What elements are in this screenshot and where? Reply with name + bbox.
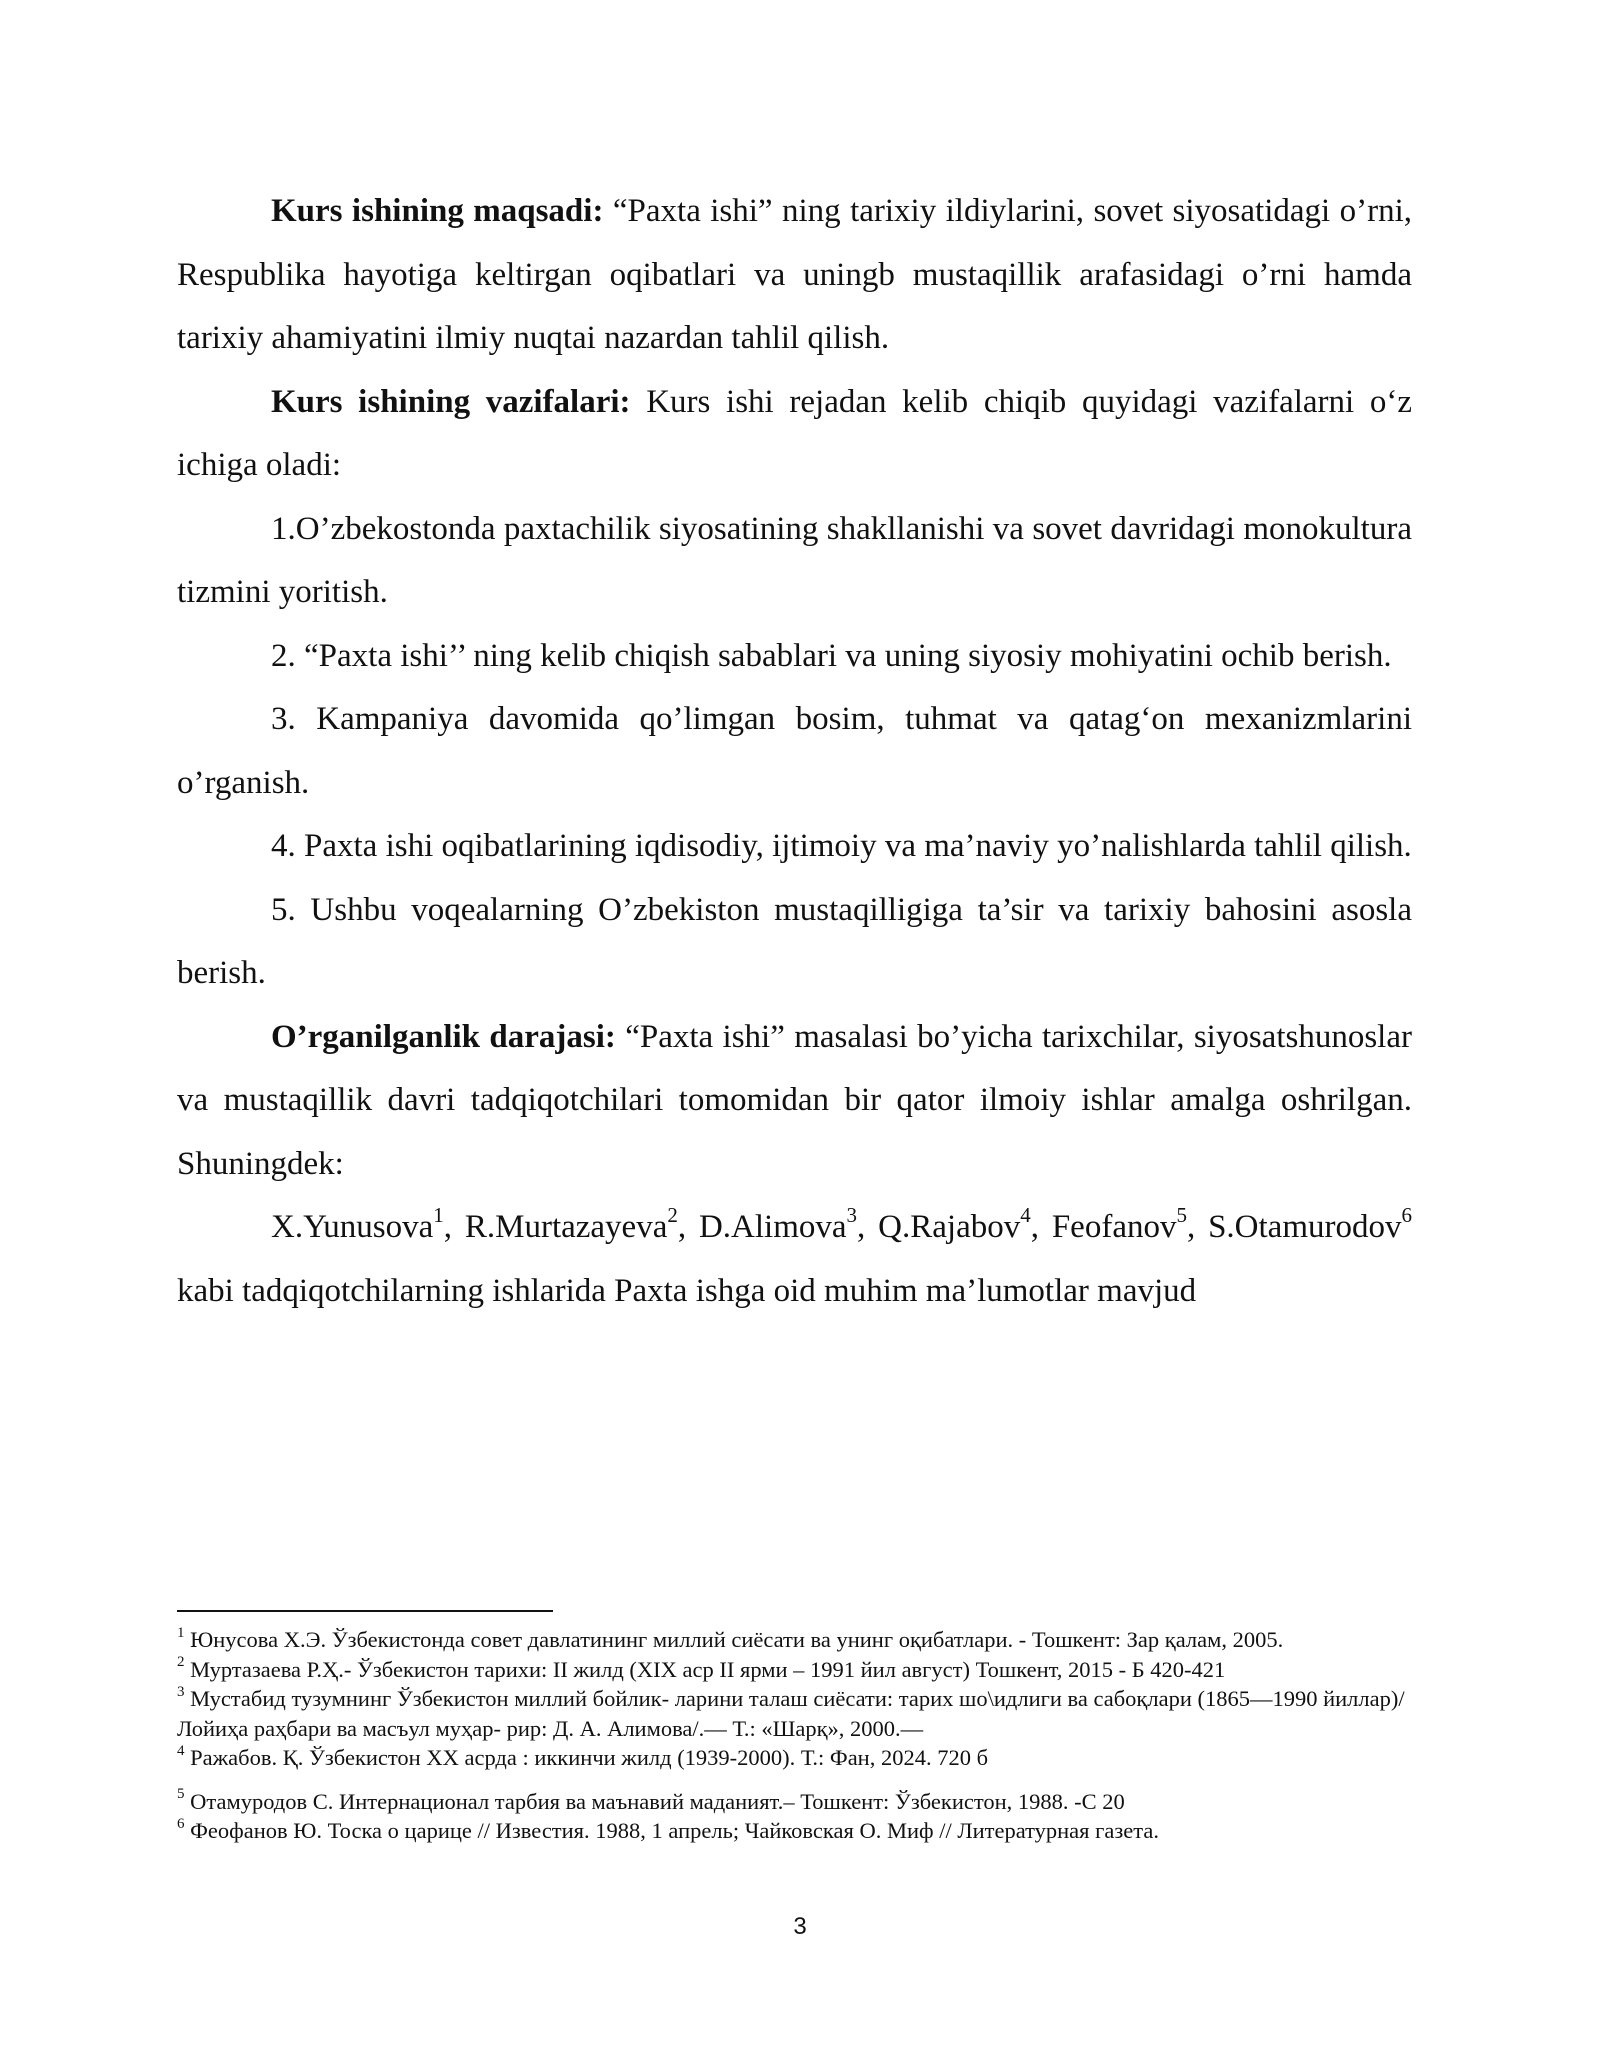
footnote-1 <box>177 1625 1412 1655</box>
footnote-number: 6 <box>177 1815 185 1832</box>
footnote-text: Мустабид тузумнинг Ўзбекистон миллий бойлик- ларини талаш сиёсати: тарих шо\идлиги ва сабоқлари (1865—1990 йиллар)/Лойиҳа раҳбари ва масъул муҳар- рир: Д. А. Алимова/.— Т.: «Шарқ», 2000.— <box>177 1686 1405 1741</box>
footnote-number: 3 <box>177 1683 185 1700</box>
task-item-1: 1.O’zbekostonda paxtachilik siyosatining shakllanishi va sovet davridagi monokultura tizmini yoritish. <box>177 510 1412 610</box>
authors-tail-text: kabi tadqiqotchilarning ishlarida Paxta ishga oid muhim ma’lumotlar mavjud <box>177 1272 1197 1309</box>
task-item-4: 4. Paxta ishi oqibatlarining iqdisodiy, ijtimoiy va ma’naviy yo’nalishlarda tahlil qilish. <box>271 828 1412 864</box>
task-item-3: 3. Kampaniya davomida qo’limgan bosim, tuhmat va qatag‘on mexanizmlarini o’rganish. <box>177 701 1412 801</box>
author-5: Feofanov <box>1051 1209 1177 1245</box>
footnote-6 <box>177 1816 1412 1846</box>
footnote-text: Феофанов Ю. Тоска о царице // Известия. 1988, 1 апрель; Чайковская О. Миф // Литературная газета. <box>184 1818 1159 1843</box>
footnote-ref-6[interactable]: 6 <box>1401 1203 1412 1227</box>
footnote-number: 2 <box>177 1654 185 1670</box>
author-2: R.Murtazayeva <box>464 1209 668 1245</box>
author-3: D.Alimova <box>698 1209 847 1245</box>
tasks-intro-text: Kurs ishi rejadan kelib chiqib quyidagi vazifalarni o‘z ichiga oladi: <box>177 383 1413 483</box>
footnote-ref-3[interactable]: 3 <box>846 1203 858 1227</box>
paragraph-tasks-intro <box>177 371 1412 498</box>
footnote-text: Муртазаева Р.Ҳ.- Ўзбекистон тарихи: II жилд (XIX аср II ярми – 1991 йил август) Тошкент, 2015 - Б 420-421 <box>184 1656 1226 1682</box>
footnote-text: Ражабов. Қ. Ўзбекистон XX асрда : иккинчи жилд (1939-2000). Т.: Фан, 2024. 720 б <box>184 1745 989 1770</box>
paragraph-goal <box>177 180 1412 371</box>
footnotes <box>177 1625 1412 1846</box>
footnote-ref-1[interactable]: 1 <box>433 1203 444 1227</box>
author-separator: , <box>857 1209 879 1245</box>
footnote-3 <box>177 1684 1412 1743</box>
study-level-heading: O’rganilganlik darajasi: <box>271 1018 616 1055</box>
task-item-5: 5. Ushbu voqealarning O’zbekiston mustaqilligiga ta’sir va tarixiy bahosini asosla berish. <box>177 891 1412 991</box>
footnote-text: Юнусова Х.Э. Ўзбекистонда совет давлатининг миллий сиёсати ва унинг оқибатлари. - Тошкент: Зар қалам, 2005. <box>184 1627 1284 1652</box>
footnote-number: 4 <box>177 1742 185 1759</box>
body-text <box>177 180 1412 1323</box>
footnote-number: 5 <box>177 1786 185 1802</box>
footnote-separator <box>177 1610 553 1612</box>
paragraph-study-level <box>177 1006 1412 1197</box>
footnote-5 <box>177 1787 1412 1817</box>
author-separator: , <box>1186 1209 1209 1245</box>
footnote-ref-4[interactable]: 4 <box>1020 1203 1031 1227</box>
author-1: X.Yunusova <box>271 1209 434 1245</box>
footnote-ref-5[interactable]: 5 <box>1176 1203 1187 1227</box>
tasks-heading: Kurs ishining vazifalari: <box>271 383 631 420</box>
author-separator: , <box>443 1209 465 1245</box>
footnote-number: 1 <box>177 1624 185 1641</box>
goal-heading: Kurs ishining maqsadi: <box>271 193 604 229</box>
task-item-2: 2. “Paxta ishi’’ ning kelib chiqish sabablari va uning siyosiy mohiyatini ochib berish. <box>271 637 1392 674</box>
author-4: Q.Rajabov <box>878 1209 1021 1245</box>
footnote-ref-2[interactable]: 2 <box>667 1203 678 1227</box>
goal-text: “Paxta ishi” ning tarixiy ildiylarini, sovet siyosatidagi o’rni, Respublika hayotiga keltirgan oqibatlari va uningb mustaqillik arafasidagi o’rni hamda tarixiy ahamiyatini ilmiy nuqtai nazardan tahlil qilish. <box>177 193 1412 356</box>
study-level-text: “Paxta ishi” masalasi bo’yicha tarixchilar, siyosatshunoslar va mustaqillik davri tadqiqotchilari tomomidan bir qator ilmoiy ishlar amalga oshrilgan. Shuningdek: <box>177 1018 1412 1182</box>
footnote-4 <box>177 1743 1412 1773</box>
footnote-text: Отамуродов С. Интернационал тарбия ва маънавий маданият.– Тошкент: Ўзбекистон, 1988. -С 20 <box>184 1788 1125 1814</box>
author-separator: , <box>1030 1209 1052 1245</box>
page-number: 3 <box>793 1913 807 1940</box>
footnote-2 <box>177 1655 1412 1685</box>
author-separator: , <box>677 1209 699 1245</box>
paragraph-authors <box>177 1196 1412 1323</box>
author-6: S.Otamurodov <box>1208 1209 1402 1245</box>
